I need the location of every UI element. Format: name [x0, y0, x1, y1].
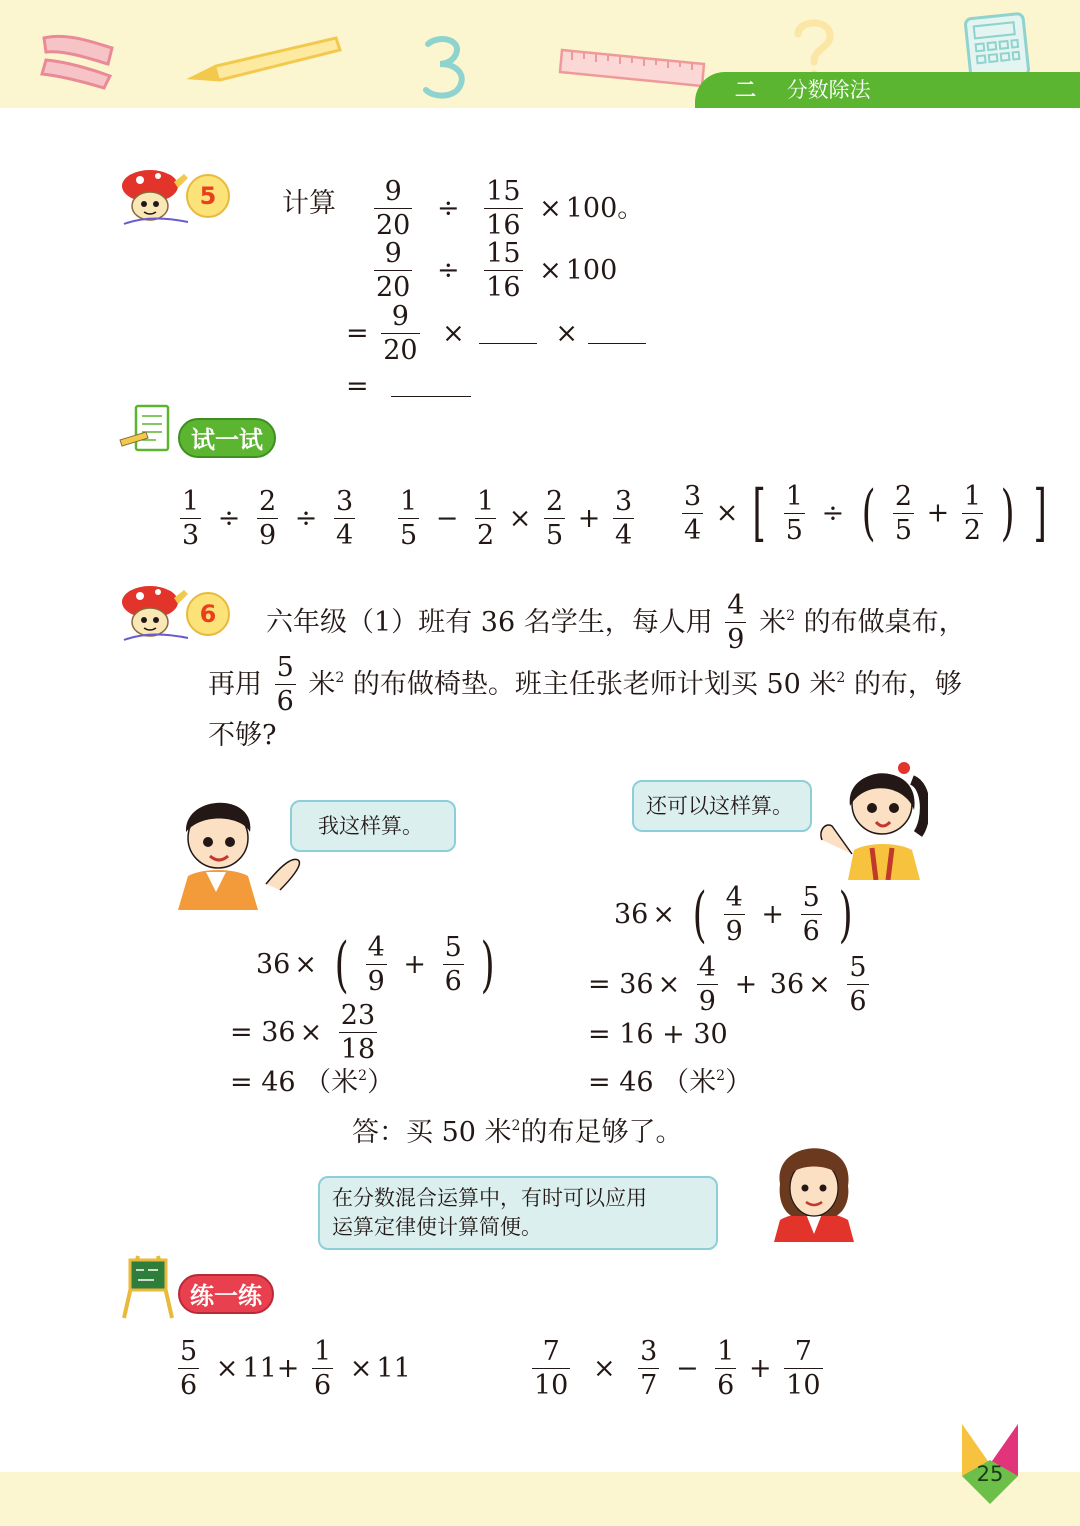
fraction: $\frac{5}{6}$	[180, 1336, 198, 1401]
fraction: $\frac{7}{10}$	[786, 1336, 821, 1401]
example-5-line-4: =	[346, 372, 475, 400]
fraction: $\frac{23}{18}$	[340, 1000, 376, 1065]
fraction: $\frac{4}{9}$	[698, 952, 716, 1017]
example-5-line-2: $\frac{9}{20}$ ÷ $\frac{15}{16}$ × 100	[376, 238, 618, 303]
fraction: $\frac{15}{16}$	[486, 238, 521, 303]
try-it-problem-2: $\frac{1}{5}$ − $\frac{1}{2}$ × $\frac{2}{5}$ + $\frac{3}{4}$	[400, 486, 633, 551]
fraction: $\frac{1}{5}$	[785, 480, 803, 546]
try-it-problem-1: $\frac{1}{3}$ ÷ $\frac{2}{9}$ ÷ $\frac{3}{4}$	[182, 486, 354, 551]
method-1-line-1: 36 × ( $\frac{4}{9}$ + $\frac{5}{6}$ )	[256, 929, 496, 1000]
answer-blank[interactable]	[588, 324, 646, 344]
mushroom-mascot-icon	[120, 582, 192, 644]
fraction: $\frac{1}{6}$	[313, 1336, 332, 1401]
number-three-doodle-icon	[420, 34, 470, 100]
try-it-problem-3: $\frac{3}{4}$ × [ $\frac{1}{5}$ ÷ ( $\frac{2}{5}$ + $\frac{1}{2}$ ) ]	[684, 476, 1047, 549]
fraction: $\frac{7}{10}$	[534, 1336, 569, 1401]
fraction: $\frac{9}{20}$	[376, 176, 411, 241]
fraction: $\frac{5}{6}$	[802, 882, 820, 947]
teacher-character-icon	[766, 1134, 862, 1242]
fraction: $\frac{2}{9}$	[259, 486, 277, 551]
mushroom-mascot-icon	[120, 166, 192, 228]
fraction: $\frac{5}{6}$	[276, 652, 294, 717]
fraction: $\frac{4}{9}$	[367, 932, 385, 997]
method-2-line-3: = 16 + 30	[588, 1019, 728, 1050]
page-header	[0, 0, 1080, 108]
chapter-bar	[695, 72, 1080, 108]
example-6-badge: 6	[186, 592, 230, 636]
teacher-bubble-line-2: 运算定律使计算简便。	[332, 1215, 542, 1240]
practice-label: 练一练	[178, 1274, 274, 1314]
fraction: $\frac{1}{5}$	[400, 486, 418, 551]
example-6-line-3: 不够?	[208, 720, 277, 751]
boy-bubble-text: 我这样算。	[318, 814, 423, 838]
example-5-prompt: 计算	[282, 188, 336, 219]
boy-speech-bubble	[290, 800, 456, 852]
page-footer	[0, 1472, 1080, 1526]
method-1-line-3: = 46 （米$^2$）	[230, 1067, 395, 1098]
method-2-line-1: 36 × ( $\frac{4}{9}$ + $\frac{5}{6}$ )	[614, 879, 854, 950]
try-it-label: 试一试	[178, 418, 276, 458]
fraction: $\frac{4}{9}$	[727, 590, 745, 655]
fraction: $\frac{2}{5}$	[894, 480, 912, 546]
practice-problem-2: $\frac{7}{10}$ × $\frac{3}{7}$ − $\frac{1}{6}$ + $\frac{7}{10}$	[534, 1336, 821, 1401]
teacher-bubble-line-1: 在分数混合运算中，有时可以应用	[332, 1186, 647, 1210]
example-5-problem: $\frac{9}{20}$ ÷ $\frac{15}{16}$ × 100。	[376, 176, 645, 241]
girl-speech-bubble	[632, 780, 812, 832]
fraction: $\frac{3}{4}$	[336, 486, 354, 551]
fraction: $\frac{3}{4}$	[684, 480, 702, 546]
fraction: $\frac{1}{2}$	[963, 480, 981, 546]
question-doodle-icon	[790, 18, 836, 78]
fraction: $\frac{2}{5}$	[546, 486, 564, 551]
chapter-title: 分数除法	[786, 78, 871, 102]
fraction: $\frac{9}{20}$	[376, 238, 411, 303]
girl-character-icon	[816, 750, 928, 880]
method-2-line-4: = 46 （米$^2$）	[588, 1067, 753, 1098]
example-6-line-1: 六年级（1）班有 36 名学生，每人用 $\frac{4}{9}$ 米$^2$ 的布做桌布，	[266, 590, 966, 655]
example-5-line-3: = $\frac{9}{20}$ × ×	[346, 303, 650, 364]
fraction: $\frac{5}{6}$	[849, 952, 867, 1017]
fraction: $\frac{1}{2}$	[477, 486, 495, 551]
example-6-line-2: 再用 $\frac{5}{6}$ 米$^2$ 的布做椅垫。班主任张老师计划买 50 米$^2$ 的布，够	[208, 652, 962, 717]
girl-bubble-text: 还可以这样算。	[646, 794, 793, 818]
practice-problem-1: $\frac{5}{6}$ × 11+ $\frac{1}{6}$ × 11	[180, 1336, 411, 1401]
notebook-pencil-icon	[118, 404, 172, 454]
fraction: $\frac{5}{6}$	[444, 932, 462, 997]
boy-character-icon	[172, 784, 308, 910]
fraction: $\frac{3}{4}$	[615, 486, 633, 551]
fraction: $\frac{1}{6}$	[717, 1336, 735, 1401]
fraction: $\frac{9}{20}$	[383, 301, 418, 366]
fraction: $\frac{15}{16}$	[486, 176, 521, 241]
teacher-speech-bubble	[318, 1176, 718, 1250]
page-number: 25	[976, 1462, 1004, 1486]
answer-line: 答：买 50 米$^2$的布足够了。	[352, 1117, 683, 1148]
chalkboard-icon	[118, 1248, 178, 1320]
chapter-number: 二	[735, 78, 756, 102]
ruler-doodle-icon	[558, 46, 708, 90]
fraction: $\frac{3}{7}$	[640, 1336, 658, 1401]
example-5-badge: 5	[186, 174, 230, 218]
method-1-line-2: = 36 × $\frac{23}{18}$	[230, 1000, 376, 1065]
fraction: $\frac{1}{3}$	[182, 486, 200, 551]
method-2-line-2: = 36 × $\frac{4}{9}$ + 36 × $\frac{5}{6}$	[588, 952, 867, 1017]
pencil-doodle-icon	[186, 30, 342, 88]
answer-blank[interactable]	[391, 377, 471, 397]
eraser-doodle-icon	[38, 30, 118, 92]
answer-blank[interactable]	[479, 324, 537, 344]
fraction: $\frac{4}{9}$	[725, 882, 743, 947]
